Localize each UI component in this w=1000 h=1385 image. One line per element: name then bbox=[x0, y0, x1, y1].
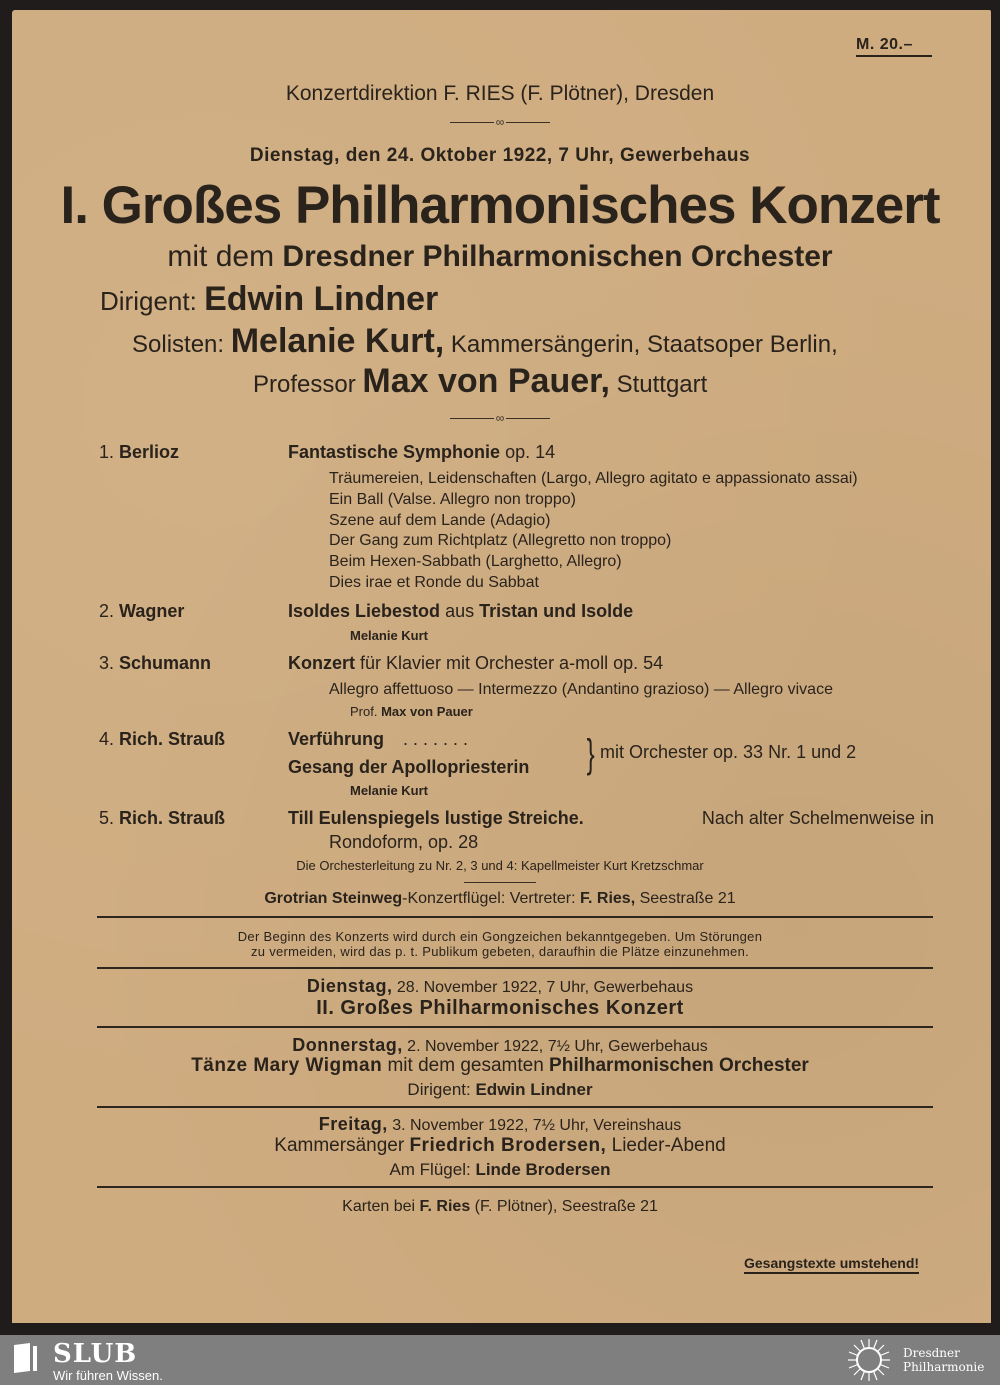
composer-name: Rich. Strauß bbox=[119, 729, 226, 749]
dp-line-2: Philharmonie bbox=[903, 1360, 985, 1374]
program-item-5-composer bbox=[99, 808, 225, 829]
program-item-4-work-a bbox=[288, 729, 468, 750]
ticket-vendor: F. Ries bbox=[419, 1198, 471, 1215]
notice-line: zu vermeiden, wird das p. t. Publikum gebeten, daraufhin die Plätze einzunehmen. bbox=[250, 944, 750, 959]
event-orchestra: Philharmonischen Orchester bbox=[549, 1055, 809, 1076]
movement: Dies irae et Ronde du Sabbat bbox=[329, 573, 539, 591]
dp-line-1: Dresdner bbox=[903, 1346, 960, 1360]
lyrics-note: Gesangstexte umstehend! bbox=[744, 1255, 919, 1274]
program-number: 1. bbox=[99, 442, 115, 462]
soloist-2-name: Max von Pauer, bbox=[362, 362, 610, 400]
soloist-1-name: Melanie Kurt, bbox=[230, 322, 445, 360]
program-item-1-movements bbox=[329, 469, 858, 594]
orchestra-name: Dresdner Philharmonischen Orchester bbox=[282, 240, 833, 273]
program-item-4-detail: mit Orchester op. 33 Nr. 1 und 2 bbox=[600, 742, 857, 762]
program-item-1-composer bbox=[99, 442, 179, 463]
piano-text: -Konzertflügel: Vertreter: bbox=[402, 890, 576, 907]
footer-bar bbox=[0, 1335, 1000, 1385]
program-number: 4. bbox=[99, 729, 115, 749]
price-label: M. 20.– bbox=[856, 36, 932, 57]
work-title: Gesang der Apollopriesterin bbox=[288, 757, 530, 777]
program-number: 5. bbox=[99, 808, 115, 828]
program-item-1-work bbox=[288, 442, 555, 463]
work-opus: op. 14 bbox=[505, 442, 556, 462]
event-day: Dienstag, bbox=[306, 976, 393, 996]
orchestra-line bbox=[0, 240, 1000, 274]
conductor-label: Dirigent: bbox=[100, 286, 197, 316]
ticket-prefix: Karten bei bbox=[342, 1198, 416, 1215]
event-title: II. Großes Philharmonisches Konzert bbox=[316, 997, 684, 1019]
program-number: 2. bbox=[99, 601, 115, 621]
ornament-line-right bbox=[506, 122, 550, 123]
work-connector: aus bbox=[445, 601, 475, 621]
notice-line: Der Beginn des Konzerts wird durch ein Gongzeichen bekanntgegeben. Um Störungen bbox=[237, 929, 763, 944]
gong-notice bbox=[0, 929, 1000, 959]
event-type: Lieder-Abend bbox=[611, 1135, 726, 1156]
divider-rule bbox=[97, 1106, 933, 1108]
movement: Der Gang zum Richtplatz (Allegretto non troppo) bbox=[329, 532, 672, 550]
upcoming-3-date bbox=[0, 1114, 1000, 1135]
concert-date: Dienstag, den 24. Oktober 1922, 7 Uhr, Gewerbehaus bbox=[249, 145, 751, 166]
ornament-divider-2 bbox=[0, 412, 1000, 424]
conductor-label: Dirigent: bbox=[407, 1080, 471, 1099]
upcoming-3-piano bbox=[0, 1160, 1000, 1180]
dot-leader: . . . . . . . bbox=[403, 729, 469, 749]
movement: Szene auf dem Lande (Adagio) bbox=[329, 511, 551, 529]
program-item-2-work bbox=[288, 601, 633, 622]
piano-note bbox=[0, 890, 1000, 908]
performer-name: Max von Pauer bbox=[381, 704, 473, 719]
soloist-line-1 bbox=[132, 322, 838, 361]
piano-label: Am Flügel: bbox=[389, 1160, 471, 1179]
work-title: Verführung bbox=[288, 729, 385, 749]
program-item-2-composer bbox=[99, 601, 184, 622]
work-title: Konzert bbox=[288, 653, 355, 673]
work-source: Tristan und Isolde bbox=[479, 601, 634, 621]
upcoming-3-title bbox=[0, 1135, 1000, 1157]
program-item-3-performer bbox=[350, 704, 473, 719]
upcoming-2-title bbox=[0, 1055, 1000, 1077]
upcoming-2-conductor bbox=[0, 1080, 1000, 1100]
work-title: Fantastische Symphonie bbox=[288, 442, 501, 462]
program-item-5-work-cont: Rondoform, op. 28 bbox=[329, 832, 479, 852]
ornament-knot-icon: ∞ bbox=[495, 115, 505, 129]
dresdner-philharmonie-logo-text bbox=[903, 1346, 984, 1374]
short-divider bbox=[464, 882, 536, 883]
composer-name: Schumann bbox=[119, 653, 212, 673]
upcoming-1-date bbox=[0, 976, 1000, 997]
movement: Träumereien, Leidenschaften (Largo, Allegro agitato e appassionato assai) bbox=[329, 470, 858, 487]
piano-address: Seestraße 21 bbox=[639, 890, 736, 907]
work-detail: für Klavier mit Orchester a-moll op. 54 bbox=[360, 653, 664, 673]
movement: Ein Ball (Valse. Allegro non troppo) bbox=[329, 490, 576, 508]
orchestra-leadership-note: Die Orchesterleitung zu Nr. 2, 3 und 4: Kapellmeister Kurt Kretzschmar bbox=[296, 858, 704, 873]
event-date: 3. November 1922, 7½ Uhr, Vereinshaus bbox=[392, 1117, 682, 1134]
program-number: 3. bbox=[99, 653, 115, 673]
ornament-line-left bbox=[450, 122, 494, 123]
composer-name: Berlioz bbox=[119, 442, 180, 462]
event-day: Freitag, bbox=[318, 1114, 388, 1134]
ticket-address: (F. Plötner), Seestraße 21 bbox=[474, 1198, 658, 1215]
event-date: 28. November 1922, 7 Uhr, Gewerbehaus bbox=[396, 979, 694, 996]
dresdner-philharmonie-sun-icon bbox=[842, 1337, 896, 1383]
divider-rule bbox=[97, 916, 933, 918]
conductor-line bbox=[100, 280, 438, 319]
event-artist: Friedrich Brodersen, bbox=[409, 1135, 607, 1156]
orchestra-prefix: mit dem bbox=[167, 240, 275, 273]
agency-line: Konzertdirektion F. RIES (F. Plötner), Dresden bbox=[285, 82, 715, 105]
soloists-label: Solisten: bbox=[132, 331, 225, 358]
performer-prefix: Prof. bbox=[350, 704, 378, 719]
composer-name: Wagner bbox=[119, 601, 185, 621]
conductor-name: Edwin Lindner bbox=[475, 1080, 593, 1099]
ornament-divider bbox=[0, 116, 1000, 128]
ornament-knot-icon: ∞ bbox=[495, 411, 505, 425]
soloist-2-detail: Stuttgart bbox=[616, 371, 708, 398]
divider-rule bbox=[97, 967, 933, 969]
work-detail: Nach alter Schelmenweise in bbox=[701, 808, 934, 828]
slub-tagline: Wir führen Wissen. bbox=[53, 1368, 163, 1383]
brace-icon: } bbox=[586, 732, 595, 776]
program-item-3-movements: Allegro affettuoso — Intermezzo (Andantino grazioso) — Allegro vivace bbox=[329, 681, 833, 698]
concert-title: I. Großes Philharmonisches Konzert bbox=[60, 176, 940, 235]
event-connector: mit dem gesamten bbox=[387, 1055, 544, 1076]
conductor-name: Edwin Lindner bbox=[204, 280, 439, 318]
upcoming-2-date bbox=[0, 1035, 1000, 1056]
program-item-4-performer: Melanie Kurt bbox=[350, 783, 429, 798]
ticket-info bbox=[0, 1198, 1000, 1216]
event-title: Tänze Mary Wigman bbox=[191, 1055, 383, 1076]
ornament-line-left bbox=[450, 418, 494, 419]
pianist-name: Linde Brodersen bbox=[475, 1160, 611, 1179]
program-item-2-performer: Melanie Kurt bbox=[350, 628, 429, 643]
soloist-2-prefix: Professor bbox=[253, 371, 356, 398]
slub-book-icon bbox=[12, 1341, 40, 1375]
soloist-1-detail: Kammersängerin, Staatsoper Berlin, bbox=[450, 331, 838, 358]
movement: Beim Hexen-Sabbath (Larghetto, Allegro) bbox=[329, 553, 622, 571]
program-item-5-work bbox=[288, 808, 934, 829]
piano-brand: Grotrian Steinweg bbox=[264, 890, 403, 907]
divider-rule bbox=[97, 1186, 933, 1188]
divider-rule bbox=[97, 1026, 933, 1028]
ornament-line-right bbox=[506, 418, 550, 419]
piano-dealer: F. Ries, bbox=[580, 890, 636, 907]
event-date: 2. November 1922, 7½ Uhr, Gewerbehaus bbox=[407, 1038, 708, 1055]
upcoming-1-title bbox=[0, 997, 1000, 1020]
program-item-4-composer bbox=[99, 729, 225, 750]
work-title: Till Eulenspiegels lustige Streiche. bbox=[288, 808, 584, 828]
slub-logo-text: SLUB bbox=[53, 1339, 138, 1369]
composer-name: Rich. Strauß bbox=[119, 808, 226, 828]
program-item-4-work-b bbox=[288, 757, 529, 778]
program-item-3-work bbox=[288, 653, 663, 674]
work-title: Isoldes Liebestod bbox=[288, 601, 441, 621]
event-role: Kammersänger bbox=[274, 1135, 405, 1156]
program-item-3-composer bbox=[99, 653, 211, 674]
event-day: Donnerstag, bbox=[292, 1035, 403, 1055]
soloist-line-2 bbox=[253, 362, 707, 401]
